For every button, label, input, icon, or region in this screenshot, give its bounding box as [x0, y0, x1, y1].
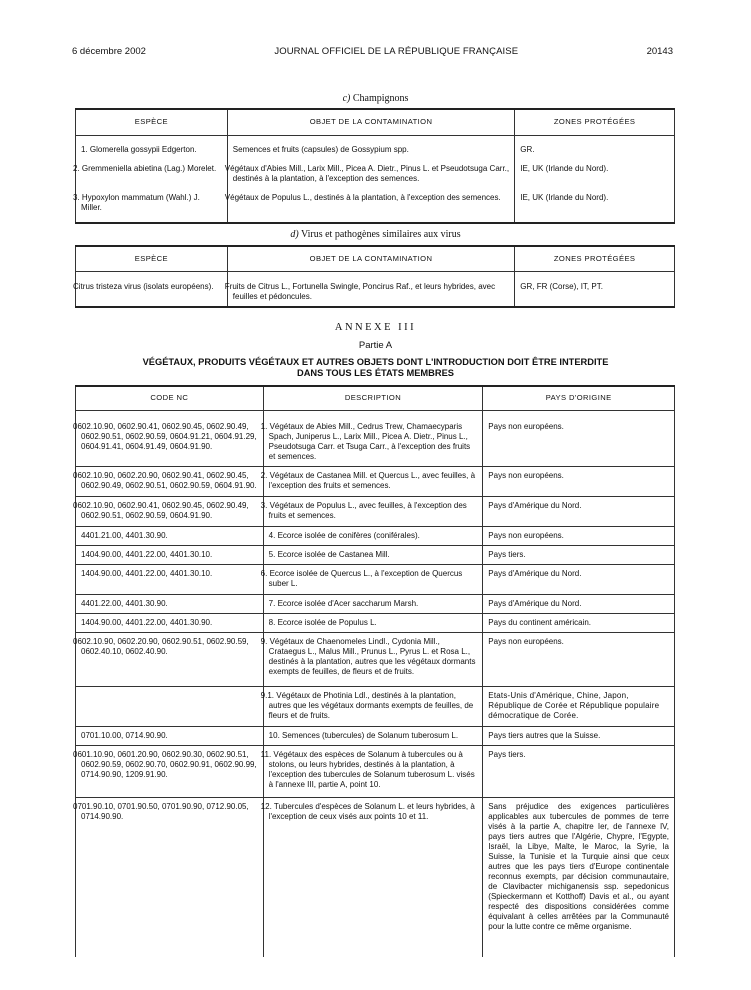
- zones-cell: GR, FR (Corse), IT, PT.: [515, 271, 675, 307]
- champignons-table: [75, 108, 675, 224]
- annexe-heading: [0, 357, 751, 379]
- object-cell: Végétaux d'Abies Mill., Larix Mill., Picea A. Dietr., Pinus L. et Pseudotsuga Carr., destinés à la plantation, à l'exception des semences.: [227, 160, 514, 189]
- section-c-text: Champignons: [352, 93, 409, 104]
- annexe-part: Partie A: [358, 340, 393, 351]
- section-d-text: Virus et pathogènes similaires aux virus: [301, 229, 461, 240]
- code-cell: 0602.10.90, 0602.90.41, 0602.90.45, 0602.90.49, 0602.90.51, 0602.90.59, 0604.91.21, 0604.91.29, 0604.91.41, 0604.91.49, 0604.91.90.: [76, 410, 264, 466]
- description-cell: 4. Ecorce isolée de conifères (coniférales).: [263, 526, 483, 545]
- origin-cell: Pays tiers autres que la Suisse.: [483, 726, 675, 745]
- table-row: [76, 726, 675, 745]
- col-header-zones: ZONES PROTÉGÉES: [515, 109, 675, 135]
- annexe-heading-line1: VÉGÉTAUX, PRODUITS VÉGÉTAUX ET AUTRES OBJETS DONT L'INTRODUCTION DOIT ÊTRE INTERDITE: [142, 357, 609, 367]
- zones-cell: IE, UK (Irlande du Nord).: [515, 160, 675, 189]
- zones-cell: IE, UK (Irlande du Nord).: [515, 189, 675, 223]
- table-row: [76, 189, 675, 223]
- table-row: [76, 526, 675, 545]
- description-cell: 7. Ecorce isolée d'Acer saccharum Marsh.: [263, 594, 483, 613]
- origin-cell: Pays non européens.: [483, 466, 675, 496]
- description-cell: 12. Tubercules d'espèces de Solanum L. et leurs hybrides, à l'exception de ceux visés aux points 10 et 11.: [263, 797, 483, 957]
- description-cell: 9. Végétaux de Chaenomeles Lindl., Cydonia Mill., Crataegus L., Malus Mill., Prunus L., Pyrus L. et Rosa L., destinés à la plantation, autres que les végétaux dormants exempts de feuilles, de fleurs et de fruits.: [263, 632, 483, 686]
- origin-cell: Pays tiers.: [483, 745, 675, 797]
- col-header-espece: ESPÈCE: [76, 109, 228, 135]
- code-cell: 4401.22.00, 4401.30.90.: [76, 594, 264, 613]
- table-row: [76, 686, 675, 726]
- description-cell: 10. Semences (tubercules) de Solanum tuberosum L.: [263, 726, 483, 745]
- origin-cell: Pays non européens.: [483, 526, 675, 545]
- code-cell: 4401.21.00, 4401.30.90.: [76, 526, 264, 545]
- col-header-zones: ZONES PROTÉGÉES: [515, 246, 675, 271]
- table-row: [76, 797, 675, 957]
- annexe-heading-line2: DANS TOUS LES ÉTATS MEMBRES: [296, 368, 455, 378]
- table-row: [76, 632, 675, 686]
- object-cell: Fruits de Citrus L., Fortunella Swingle, Poncirus Raf., et leurs hybrides, avec feuilles et pédoncules.: [227, 271, 514, 307]
- code-cell: 0602.10.90, 0602.20.90, 0602.90.41, 0602.90.45, 0602.90.49, 0602.90.51, 0602.90.59, 0604.91.90.: [76, 466, 264, 496]
- species-cell: 2. Gremmeniella abietina (Lag.) Morelet.: [76, 160, 228, 189]
- table-header-row: [76, 386, 675, 410]
- page-header: [72, 44, 673, 58]
- code-cell: 0602.10.90, 0602.90.41, 0602.90.45, 0602.90.49, 0602.90.51, 0602.90.59, 0604.91.90.: [76, 496, 264, 526]
- code-cell: 0701.90.10, 0701.90.50, 0701.90.90, 0712.90.05, 0714.90.90.: [76, 797, 264, 957]
- description-cell: 2. Végétaux de Castanea Mill. et Quercus L., avec feuilles, à l'exception des fruits et semences.: [263, 466, 483, 496]
- col-header-description: DESCRIPTION: [263, 386, 483, 410]
- annexe-title: ANNEXE III: [334, 322, 417, 333]
- code-cell: 0601.10.90, 0601.20.90, 0602.90.30, 0602.90.51, 0602.90.59, 0602.90.70, 0602.90.91, 0602.90.99, 0714.90.90, 1209.91.90.: [76, 745, 264, 797]
- section-d-title: [0, 229, 751, 240]
- table-header-row: [76, 109, 675, 135]
- description-cell: 9.1. Végétaux de Photinia Ldl., destinés à la plantation, autres que les végétaux dormants exempts de feuilles, de fleurs et de fruits.: [263, 686, 483, 726]
- species-cell: Citrus tristeza virus (isolats européens).: [76, 271, 228, 307]
- table-row: [76, 271, 675, 307]
- journal-title: JOURNAL OFFICIEL DE LA RÉPUBLIQUE FRANÇAISE: [274, 45, 519, 57]
- table-row: [76, 545, 675, 564]
- origin-cell: Pays tiers.: [483, 545, 675, 564]
- col-header-espece: ESPÈCE: [76, 246, 228, 271]
- col-header-objet: OBJET DE LA CONTAMINATION: [227, 246, 514, 271]
- page-number: 20143: [646, 45, 673, 57]
- origin-cell: Pays non européens.: [483, 410, 675, 466]
- table-row: [76, 613, 675, 632]
- section-d-letter: d): [290, 229, 299, 240]
- section-c-title: [0, 93, 751, 104]
- description-cell: 5. Ecorce isolée de Castanea Mill.: [263, 545, 483, 564]
- description-cell: 3. Végétaux de Populus L., avec feuilles, à l'exception des fruits et semences.: [263, 496, 483, 526]
- code-cell: 1404.90.00, 4401.22.00, 4401.30.10.: [76, 545, 264, 564]
- object-cell: Végétaux de Populus L., destinés à la plantation, à l'exception des semences.: [227, 189, 514, 223]
- description-cell: 11. Végétaux des espèces de Solanum à tubercules ou à stolons, ou leurs hybrides, destinés à la plantation, à l'exception des tubercules de Solanum tuberosum L. visés à l'annexe III, partie A, point 10.: [263, 745, 483, 797]
- code-cell: [76, 686, 264, 726]
- table-row: [76, 745, 675, 797]
- code-cell: 0701.10.00, 0714.90.90.: [76, 726, 264, 745]
- description-cell: 1. Végétaux de Abies Mill., Cedrus Trew, Chamaecyparis Spach, Juniperus L., Larix Mill., Picea A. Dietr., Pinus L., Pseudotsuga Carr. et Tsuga Carr., à l'exception des fruits et semences.: [263, 410, 483, 466]
- origin-cell: Pays d'Amérique du Nord.: [483, 496, 675, 526]
- table-row: [76, 466, 675, 496]
- table-row: [76, 496, 675, 526]
- object-cell: Semences et fruits (capsules) de Gossypium spp.: [227, 135, 514, 160]
- origin-cell: Etats-Unis d'Amérique, Chine, Japon, République de Corée et République populaire démocratique de Corée.: [483, 686, 675, 726]
- species-cell: 3. Hypoxylon mammatum (Wahl.) J. Miller.: [76, 189, 228, 223]
- table-row: [76, 160, 675, 189]
- origin-cell: Pays d'Amérique du Nord.: [483, 564, 675, 594]
- origin-cell: Pays du continent américain.: [483, 613, 675, 632]
- issue-date: 6 décembre 2002: [72, 45, 146, 57]
- description-cell: 8. Ecorce isolée de Populus L.: [263, 613, 483, 632]
- code-cell: 1404.90.00, 4401.22.00, 4401.30.10.: [76, 564, 264, 594]
- species-cell: 1. Glomerella gossypii Edgerton.: [76, 135, 228, 160]
- table-row: [76, 410, 675, 466]
- table-row: [76, 135, 675, 160]
- origin-cell: Pays d'Amérique du Nord.: [483, 594, 675, 613]
- origin-cell: Sans préjudice des exigences particulières applicables aux tubercules de pommes de terre visés à la partie A, chapitre Ier, de l'annexe IV, pays tiers autres que l'Algérie, Chypre, l'Egypte, Israël, la Libye, Malte, le Maroc, la Syrie, la Suisse, la Tunisie et la Turquie ainsi que ceux autres que les pays tiers d'Europe continentale reconnus exempts, par décision communautaire, de Clavibacter michiganensis ssp. sepedonicus (Spieckermann et Kotthoff) Davis et al., ou ayant respecté des dispositions considérées comme équivalant à celles arrêtées par la Communauté pour la lutte contre ce même organisme.: [483, 797, 675, 957]
- col-header-pays: PAYS D'ORIGINE: [483, 386, 675, 410]
- table-row: [76, 564, 675, 594]
- code-cell: 1404.90.00, 4401.22.00, 4401.30.90.: [76, 613, 264, 632]
- virus-table: [75, 245, 675, 308]
- zones-cell: GR.: [515, 135, 675, 160]
- annexe-table: [75, 385, 675, 957]
- code-cell: 0602.10.90, 0602.20.90, 0602.90.51, 0602.90.59, 0602.40.10, 0602.40.90.: [76, 632, 264, 686]
- section-c-letter: c): [342, 93, 351, 104]
- table-row: [76, 594, 675, 613]
- table-header-row: [76, 246, 675, 271]
- col-header-objet: OBJET DE LA CONTAMINATION: [227, 109, 514, 135]
- description-cell: 6. Ecorce isolée de Quercus L., à l'exception de Quercus suber L.: [263, 564, 483, 594]
- origin-cell: Pays non européens.: [483, 632, 675, 686]
- col-header-code: CODE NC: [76, 386, 264, 410]
